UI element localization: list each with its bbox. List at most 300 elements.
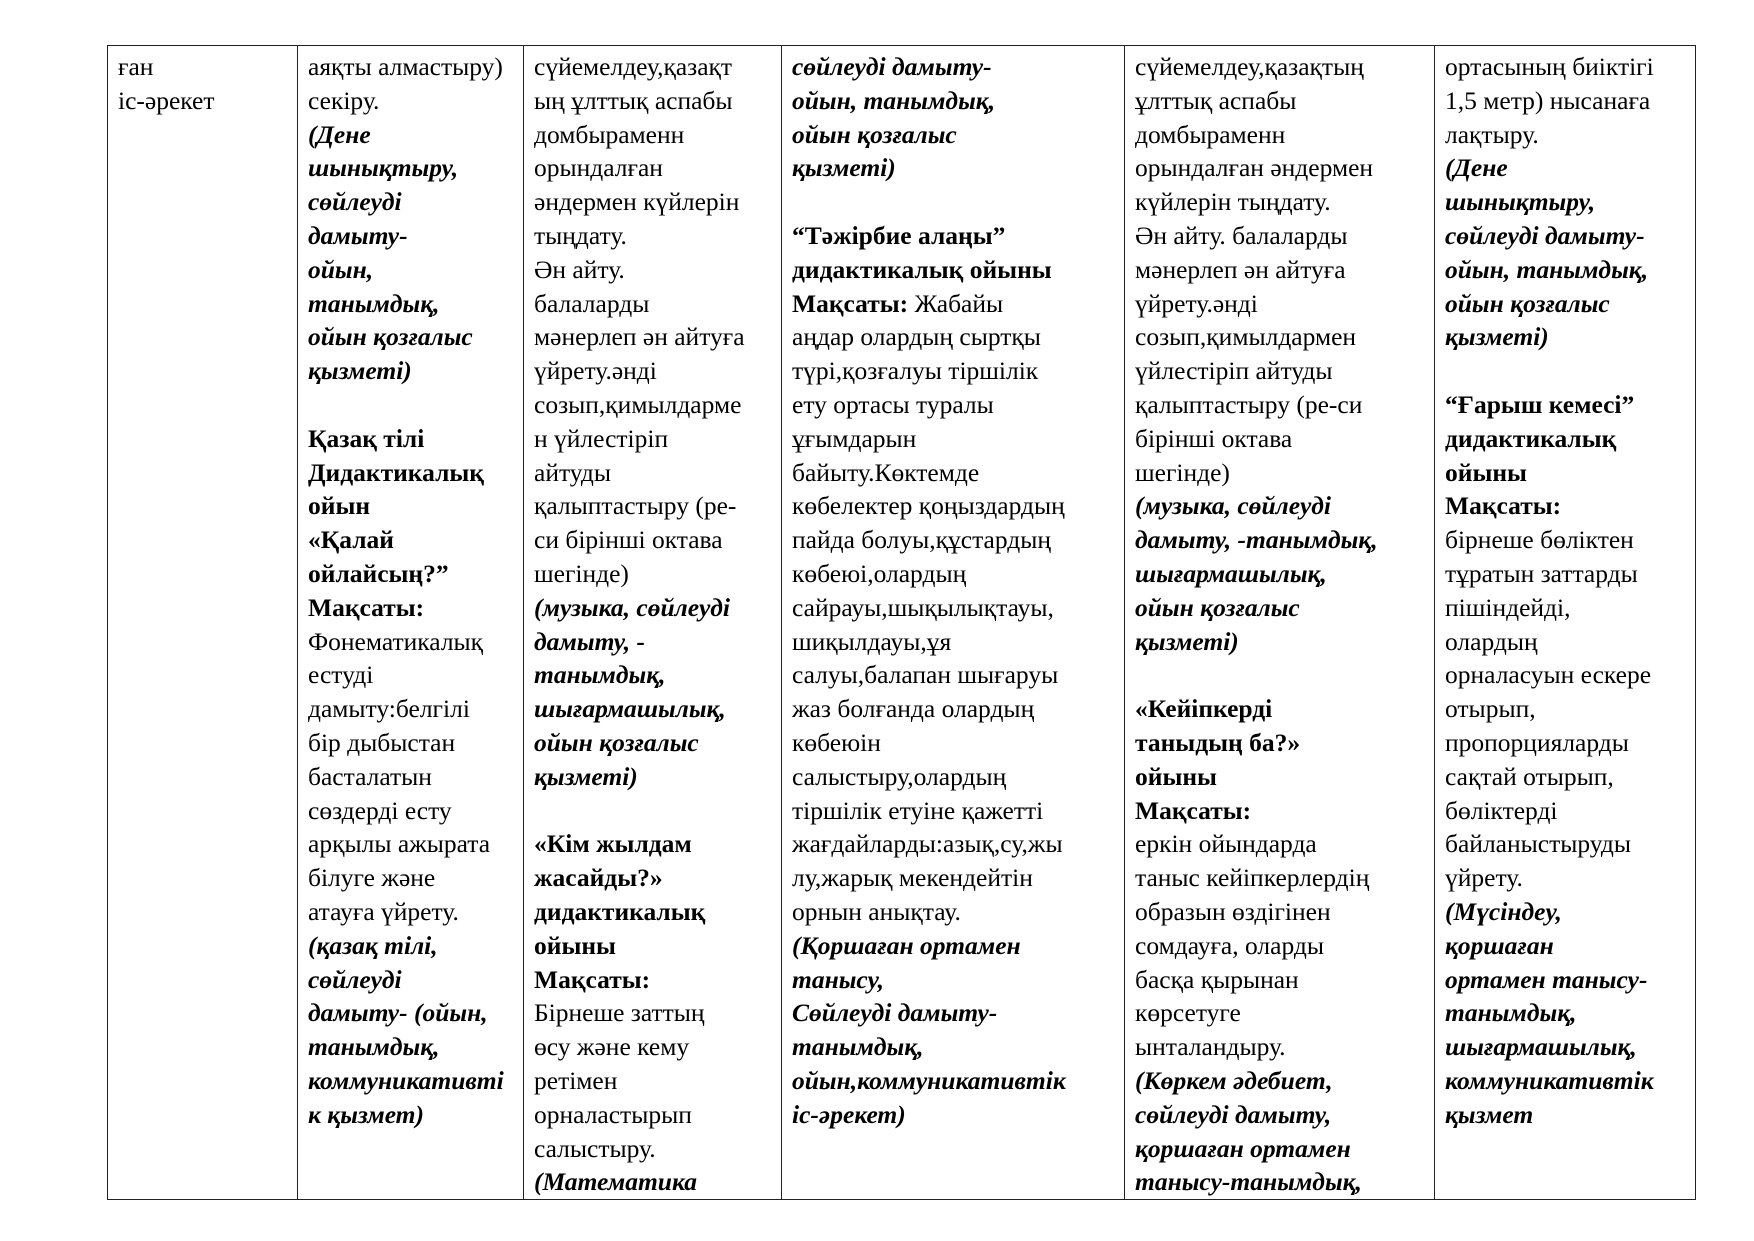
text-line	[308, 929, 514, 963]
table-cell-col-3	[524, 46, 782, 1200]
text-line	[1135, 388, 1425, 422]
line-text: си бірінші октава	[534, 525, 723, 555]
text-line	[1135, 84, 1425, 118]
text-line	[118, 84, 288, 118]
line-text: таныдың ба?»	[1135, 727, 1301, 757]
text-line	[534, 658, 772, 692]
text-line	[792, 1030, 1115, 1064]
text-line	[792, 422, 1115, 456]
line-text: «Қалай	[308, 525, 394, 555]
text-line	[1445, 625, 1686, 659]
line-text: орындалған	[534, 153, 663, 183]
text-line	[534, 996, 772, 1030]
line-text: пропорцияларды	[1445, 727, 1629, 757]
line-text: жағдайларды:азық,су,жы	[792, 829, 1063, 859]
text-line	[534, 861, 772, 895]
text-line	[1445, 591, 1686, 625]
text-line	[1445, 1098, 1686, 1132]
text-line	[534, 1098, 772, 1132]
text-line	[792, 760, 1115, 794]
line-text: танымдық,	[534, 660, 666, 690]
text-line	[308, 1064, 514, 1098]
text-line	[534, 1165, 772, 1199]
text-line	[792, 827, 1115, 861]
text-line	[1445, 489, 1686, 523]
text-line	[308, 658, 514, 692]
line-text: (Математика	[534, 1167, 698, 1197]
line-text: жаз болғанда олардың	[792, 694, 1035, 724]
text-line	[1135, 827, 1425, 861]
text-line	[308, 354, 514, 388]
text-line	[308, 726, 514, 760]
line-text: дамыту, -танымдық,	[1135, 525, 1378, 555]
text-line	[534, 963, 772, 997]
line-text: коммуникативті	[308, 1065, 504, 1095]
line-text: сөздерді есту	[308, 795, 452, 825]
text-line	[1445, 320, 1686, 354]
text-line	[534, 84, 772, 118]
text-line	[1445, 658, 1686, 692]
blank-line	[1135, 658, 1425, 692]
text-line	[308, 118, 514, 152]
text-line	[1135, 456, 1425, 490]
line-text: әндермен күйлерін	[534, 187, 740, 217]
line-text: тіршілік етуіне қажетті	[792, 795, 1044, 825]
line-text: шығармашылық,	[1135, 558, 1327, 588]
text-line	[534, 1132, 772, 1166]
text-line	[1445, 523, 1686, 557]
text-line	[792, 1098, 1115, 1132]
line-text: ұлттық аспабы	[1135, 85, 1297, 115]
text-line	[308, 489, 514, 523]
line-text: қызметі)	[534, 761, 638, 791]
text-line	[308, 185, 514, 219]
text-line	[308, 692, 514, 726]
line-text: қызметі)	[1135, 626, 1239, 656]
text-line	[308, 456, 514, 490]
text-line	[534, 253, 772, 287]
text-line	[1135, 1098, 1425, 1132]
line-text: басқа қырынан	[1135, 964, 1299, 994]
text-line	[792, 118, 1115, 152]
text-line	[1135, 422, 1425, 456]
line-text: ойын,коммуникативтік	[792, 1065, 1066, 1095]
line-text: ың ұлттық аспабы	[534, 85, 733, 115]
line-text: дамыту:белгілі	[308, 694, 470, 724]
line-text: ету ортасы туралы	[792, 389, 994, 419]
line-text: бірнеше бөліктен	[1445, 525, 1634, 555]
line-text: Мақсаты:	[308, 592, 425, 622]
text-line	[1135, 692, 1425, 726]
line-text: пішіндейді,	[1445, 592, 1571, 622]
text-line	[534, 625, 772, 659]
blank-line	[792, 185, 1115, 219]
text-line	[308, 760, 514, 794]
line-text: ойын, танымдық,	[1445, 254, 1649, 284]
text-line	[308, 422, 514, 456]
line-text: ойын қозғалыс	[792, 119, 957, 149]
line-text: ойыны	[1445, 457, 1527, 487]
line-text: салуы,балапан шығаруы	[792, 660, 1059, 690]
text-line	[792, 489, 1115, 523]
text-line	[534, 1030, 772, 1064]
line-text: ұғымдарын	[792, 423, 917, 453]
table-cell-col-6	[1435, 46, 1696, 1200]
line-text: байыту.Көктемде	[792, 457, 980, 487]
line-text: іс-әрекет	[118, 85, 215, 115]
text-line	[308, 151, 514, 185]
text-line	[792, 658, 1115, 692]
text-line	[1135, 963, 1425, 997]
text-line	[1135, 726, 1425, 760]
text-line	[1135, 354, 1425, 388]
line-text: бірінші октава	[1135, 423, 1293, 453]
text-line	[308, 963, 514, 997]
blank-line	[1445, 354, 1686, 388]
text-line	[534, 50, 772, 84]
text-line	[1135, 591, 1425, 625]
line-text: іс-әрекет)	[792, 1099, 906, 1129]
line-text: «Кейіпкерді	[1135, 694, 1273, 724]
text-line	[792, 625, 1115, 659]
line-text: шегінде)	[534, 558, 629, 588]
text-line	[308, 253, 514, 287]
text-line	[308, 827, 514, 861]
line-text: көрсетуге	[1135, 998, 1241, 1028]
text-line	[1135, 523, 1425, 557]
text-line	[1445, 388, 1686, 422]
text-line	[534, 929, 772, 963]
line-text: орындалған әндермен	[1135, 153, 1374, 183]
text-line	[1135, 489, 1425, 523]
line-text: (қазақ тілі,	[308, 930, 438, 960]
text-line	[534, 456, 772, 490]
line-text: Мақсаты:	[1445, 491, 1562, 521]
text-line	[1445, 996, 1686, 1030]
text-line	[1445, 287, 1686, 321]
line-text: аңдар олардың сыртқы	[792, 322, 1041, 352]
text-line	[534, 354, 772, 388]
line-text: дидактикалық	[1445, 423, 1617, 453]
text-line	[792, 50, 1115, 84]
line-text: Ән айту. балаларды	[1135, 220, 1348, 250]
text-line	[1135, 557, 1425, 591]
line-text: ойлайсың?”	[308, 558, 449, 588]
text-line	[1445, 760, 1686, 794]
text-line	[792, 895, 1115, 929]
text-line	[1445, 1064, 1686, 1098]
line-text: күйлерін тыңдату.	[1135, 187, 1331, 217]
line-text: ойын қозғалыс	[534, 727, 699, 757]
text-line	[792, 557, 1115, 591]
text-line	[1135, 760, 1425, 794]
text-line	[308, 861, 514, 895]
line-text: білуге және	[308, 863, 436, 893]
line-text: қоршаған ортамен	[1135, 1133, 1351, 1163]
text-line	[1445, 726, 1686, 760]
line-text: созып,қимылдарме	[534, 389, 742, 419]
line-text: ойын	[308, 491, 371, 521]
text-line	[308, 1098, 514, 1132]
text-line	[308, 591, 514, 625]
line-text: еркін ойындарда	[1135, 829, 1317, 859]
line-text: олардың	[1445, 626, 1538, 656]
text-line	[1135, 794, 1425, 828]
line-text: Ән айту.	[534, 254, 625, 284]
text-line	[534, 591, 772, 625]
line-text: сомдауға, оларды	[1135, 930, 1324, 960]
text-line	[1135, 50, 1425, 84]
text-line	[792, 726, 1115, 760]
line-text: ойын, танымдық,	[792, 85, 996, 115]
text-line	[792, 388, 1115, 422]
text-line	[1135, 895, 1425, 929]
text-line	[792, 963, 1115, 997]
line-text: дамыту- (ойын,	[308, 998, 488, 1028]
text-line	[534, 760, 772, 794]
table-cell-col-1	[108, 46, 298, 1200]
text-line	[792, 253, 1115, 287]
line-text: көбеюі,олардың	[792, 558, 967, 588]
text-line	[534, 489, 772, 523]
line-text: домбыраменн	[1135, 119, 1286, 149]
line-text: к қызмет)	[308, 1099, 425, 1129]
text-line	[308, 996, 514, 1030]
line-text: н үйлестіріп	[534, 423, 669, 453]
line-text: коммуникативтік	[1445, 1065, 1654, 1095]
text-line	[534, 118, 772, 152]
text-line	[308, 287, 514, 321]
line-text: танымдық,	[792, 1032, 924, 1062]
line-text: басталатын	[308, 761, 432, 791]
line-text: ойын,	[308, 254, 374, 284]
text-line	[792, 929, 1115, 963]
table-cell-col-4	[782, 46, 1125, 1200]
line-text: үйрету.әнді	[534, 356, 657, 386]
line-text: лақтыру.	[1445, 119, 1539, 149]
text-line	[1445, 253, 1686, 287]
line-text: отырып,	[1445, 694, 1536, 724]
line-text: қызметі)	[1445, 322, 1549, 352]
line-text: қызметі)	[308, 356, 412, 386]
text-line	[792, 151, 1115, 185]
line-text: сақтай отырып,	[1445, 761, 1614, 791]
line-text: қоршаған	[1445, 930, 1554, 960]
line-text: дидактикалық	[534, 896, 706, 926]
table-cell-col-2	[298, 46, 524, 1200]
line-text: қалыптастыру (ре-	[534, 491, 737, 521]
line-text: шиқылдауы,ұя	[792, 626, 952, 656]
text-line	[792, 794, 1115, 828]
text-line	[308, 625, 514, 659]
line-text-continuation: Жабайы	[908, 288, 1004, 318]
line-text: орналастырып	[534, 1099, 692, 1129]
text-line	[792, 456, 1115, 490]
text-line	[308, 557, 514, 591]
line-text: жасайды?»	[534, 863, 663, 893]
line-text: үйрету.әнді	[1135, 288, 1258, 318]
line-text: “Тәжірбие алаңы”	[792, 220, 1006, 250]
line-text: сүйемелдеу,қазақт	[534, 52, 733, 81]
text-line	[792, 523, 1115, 557]
text-line	[308, 320, 514, 354]
line-text: Дидактикалық	[308, 457, 484, 487]
line-text: Бірнеше заттың	[534, 998, 705, 1028]
line-text: таныс кейіпкерлердің	[1135, 863, 1370, 893]
text-line	[792, 287, 1115, 321]
text-line	[308, 895, 514, 929]
text-line	[1445, 50, 1686, 84]
line-text: орнын анықтау.	[792, 896, 961, 926]
line-text: (Мүсіндеу,	[1445, 896, 1562, 926]
line-text: шынықтыру,	[308, 153, 459, 183]
text-line	[792, 354, 1115, 388]
text-line	[1135, 625, 1425, 659]
line-text: дамыту-	[308, 220, 408, 250]
line-text: лу,жарық мекендейтін	[792, 863, 1033, 893]
text-line	[1445, 185, 1686, 219]
line-text: тұратын заттарды	[1445, 558, 1638, 588]
line-text: бір дыбыстан	[308, 727, 456, 757]
line-text: түрі,қозғалуы тіршілік	[792, 356, 1039, 386]
line-text: ойыны	[534, 930, 616, 960]
text-line	[534, 219, 772, 253]
text-line	[534, 827, 772, 861]
line-text: шегінде)	[1135, 457, 1230, 487]
line-text: танысу,	[792, 964, 885, 994]
line-text: аяқты алмастыру)	[308, 52, 503, 81]
text-line	[792, 84, 1115, 118]
line-text: салыстыру.	[534, 1133, 656, 1163]
text-line	[308, 1030, 514, 1064]
text-line	[308, 794, 514, 828]
line-text: 1,5 метр) нысанаға	[1445, 85, 1651, 115]
line-text: танымдық,	[1445, 998, 1577, 1028]
line-text: танысу-танымдық,	[1135, 1167, 1362, 1197]
text-line	[1135, 185, 1425, 219]
text-line	[792, 861, 1115, 895]
text-line	[792, 996, 1115, 1030]
text-line	[792, 219, 1115, 253]
line-text: Мақсаты:	[534, 964, 651, 994]
line-text: қалыптастыру (ре-си	[1135, 389, 1363, 419]
line-text: танымдық,	[308, 288, 440, 318]
text-line	[534, 422, 772, 456]
lesson-plan-table	[107, 45, 1696, 1200]
line-text: сөйлеуді	[308, 187, 402, 217]
text-line	[308, 50, 514, 84]
line-text: ортамен танысу-	[1445, 964, 1648, 994]
line-text: үйлестіріп айтуды	[1135, 356, 1333, 386]
text-line	[1135, 1064, 1425, 1098]
line-text: сөйлеуді	[308, 964, 402, 994]
text-line	[534, 692, 772, 726]
line-text: шынықтыру,	[1445, 187, 1596, 217]
line-text: қызметі)	[792, 153, 896, 183]
text-line	[534, 523, 772, 557]
line-text: созып,қимылдармен	[1135, 322, 1357, 352]
text-line	[534, 388, 772, 422]
line-text: Фонематикалық	[308, 626, 484, 656]
text-line	[534, 287, 772, 321]
text-line	[1135, 151, 1425, 185]
text-line	[1445, 861, 1686, 895]
text-line	[792, 1064, 1115, 1098]
line-text: (музыка, сөйлеуді	[534, 592, 731, 622]
blank-line	[308, 388, 514, 422]
text-line	[1135, 253, 1425, 287]
text-line	[1445, 557, 1686, 591]
line-text: (Дене	[1445, 153, 1508, 183]
line-text: танымдық,	[308, 1032, 440, 1062]
line-text: атауға үйрету.	[308, 896, 459, 926]
line-text: тыңдату.	[534, 220, 627, 250]
line-text: дамыту, -	[534, 626, 646, 656]
line-text: (Қоршаған ортамен	[792, 930, 1021, 960]
text-line	[1445, 827, 1686, 861]
line-text: (Көркем әдебиет,	[1135, 1065, 1333, 1095]
line-text: (музыка, сөйлеуді	[1135, 491, 1332, 521]
text-line	[1135, 1030, 1425, 1064]
line-text: ынталандыру.	[1135, 1032, 1286, 1062]
line-text: ған	[118, 52, 154, 81]
text-line	[1135, 287, 1425, 321]
line-text: ойын қозғалыс	[1135, 592, 1300, 622]
text-line	[308, 219, 514, 253]
table-cell-col-5	[1125, 46, 1435, 1200]
text-line	[534, 320, 772, 354]
text-line	[1135, 996, 1425, 1030]
line-text: ойын қозғалыс	[308, 322, 473, 352]
text-line	[1445, 794, 1686, 828]
text-line	[792, 692, 1115, 726]
line-text: секіру.	[308, 85, 380, 115]
line-text: сөйлеуді дамыту-	[1445, 220, 1645, 250]
text-line	[534, 726, 772, 760]
text-line	[534, 1064, 772, 1098]
text-line	[308, 523, 514, 557]
text-line	[534, 151, 772, 185]
line-text: естуді	[308, 660, 374, 690]
line-text: сүйемелдеу,қазақтың	[1135, 52, 1364, 81]
text-line	[1445, 895, 1686, 929]
line-text: ойыны	[1135, 761, 1217, 791]
line-text: балаларды	[534, 288, 650, 318]
text-line	[1135, 1132, 1425, 1166]
text-line	[1445, 963, 1686, 997]
text-line	[1445, 84, 1686, 118]
text-line	[118, 50, 288, 84]
text-line	[1445, 1030, 1686, 1064]
line-text: көбелектер қоңыздардың	[792, 491, 1065, 521]
text-line	[1445, 422, 1686, 456]
line-text: «Кім жылдам	[534, 829, 692, 859]
line-text: арқылы ажырата	[308, 829, 491, 859]
text-line	[1135, 118, 1425, 152]
line-text: айтуды	[534, 457, 612, 487]
blank-line	[534, 794, 772, 828]
text-line	[534, 185, 772, 219]
text-line	[308, 84, 514, 118]
text-line	[792, 591, 1115, 625]
line-text: өсу және кему	[534, 1032, 690, 1062]
line-text: дидактикалық ойыны	[792, 254, 1052, 284]
text-line	[1445, 118, 1686, 152]
text-line	[792, 320, 1115, 354]
line-text: шығармашылық,	[1445, 1032, 1637, 1062]
line-text: шығармашылық,	[534, 694, 726, 724]
line-text: байланыстыруды	[1445, 829, 1632, 859]
